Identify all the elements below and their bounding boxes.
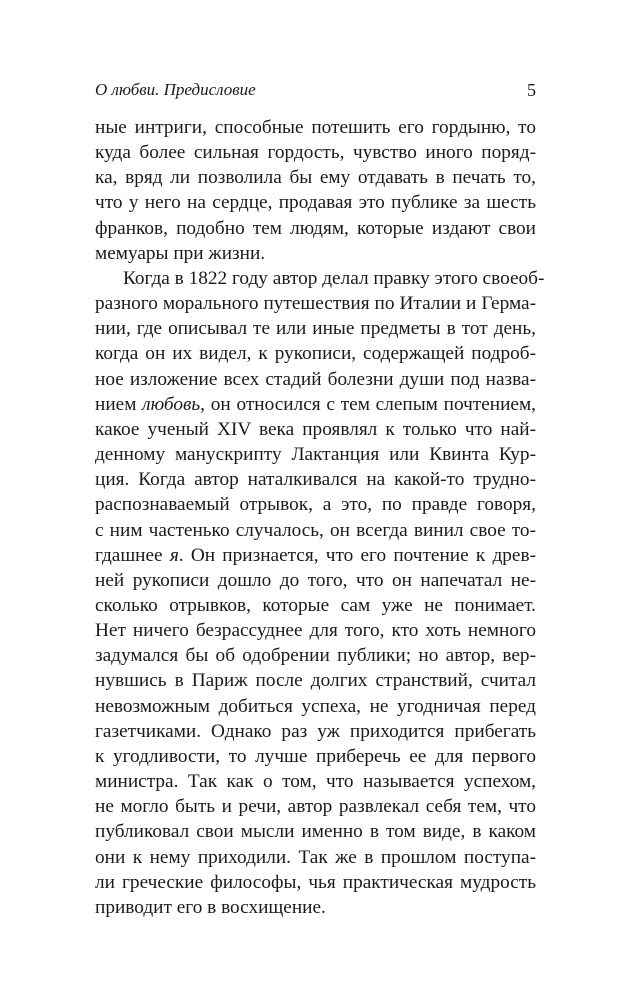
text-line — [95, 518, 536, 543]
running-header — [95, 80, 536, 104]
text-segment: распознаваемый отрывок, а это, по правде говоря, — [95, 494, 536, 516]
text-line — [95, 115, 536, 140]
text-line — [95, 216, 536, 241]
text-line — [95, 291, 536, 316]
text-segment: с ним частенько случалось, он всегда винил свое то- — [95, 519, 536, 541]
text-line — [95, 895, 536, 920]
text-segment: Когда в 1822 году автор делал правку этого своеоб- — [123, 267, 545, 289]
text-segment: мемуары при жизни. — [95, 242, 266, 264]
text-line — [95, 266, 545, 291]
text-line — [95, 870, 536, 895]
text-line — [95, 442, 536, 467]
text-line — [95, 140, 536, 165]
text-segment: гдашнее — [95, 544, 170, 566]
text-segment: что у него на сердце, продавая это публике за шесть — [95, 192, 536, 214]
text-line — [95, 190, 536, 215]
text-segment: денному манускрипту Лактанция или Квинта Кур- — [95, 444, 536, 466]
text-line — [95, 643, 536, 668]
text-segment: , он относился с тем слепым почтением, — [200, 393, 536, 415]
text-segment: ка, вряд ли позволила бы ему отдавать в печать то, — [95, 167, 536, 189]
text-segment: франков, подобно тем людям, которые издают свои — [95, 217, 536, 239]
text-line — [95, 392, 536, 417]
text-segment: куда более сильная гордость, чувство иного поряд- — [95, 142, 536, 164]
text-line — [95, 744, 536, 769]
text-segment: невозможным добиться успеха, не угодничая перед — [95, 695, 536, 717]
text-segment: ней рукописи дошло до того, что он напечатал не- — [95, 569, 536, 591]
text-segment: . Он признается, что его почтение к древ- — [178, 544, 537, 566]
text-line — [95, 467, 536, 492]
text-segment: Нет ничего безрассуднее для того, кто хоть немного — [95, 620, 536, 642]
text-line — [95, 694, 536, 719]
text-segment: нувшись в Париж после долгих странствий, считал — [95, 670, 536, 692]
text-line — [95, 593, 536, 618]
text-line — [95, 819, 536, 844]
text-line — [95, 543, 536, 568]
text-line — [95, 341, 536, 366]
text-segment: публиковал свои мысли именно в том виде, в каком — [95, 821, 536, 843]
text-segment: нием — [95, 393, 143, 415]
text-line — [95, 316, 536, 341]
text-line — [95, 492, 536, 517]
page-number: 5 — [527, 80, 536, 100]
text-segment: ция. Когда автор наталкивался на какой-то трудно- — [95, 469, 536, 491]
text-line — [95, 165, 536, 190]
body-text — [95, 115, 545, 920]
text-segment: какое ученый XIV века проявлял к только что най- — [95, 418, 536, 440]
text-line — [95, 668, 536, 693]
text-segment: к угодливости, то лучше приберечь ее для первого — [95, 745, 536, 767]
text-segment: ли греческие философы, чья практическая мудрость — [95, 871, 536, 893]
text-segment: нии, где описывал те или иные предметы в тот день, — [95, 318, 536, 340]
text-line — [95, 568, 536, 593]
text-segment: газетчиками. Однако раз уж приходится прибегать — [95, 720, 536, 742]
text-line — [95, 241, 536, 266]
text-line — [95, 845, 536, 870]
text-segment: разного морального путешествия по Италии и Герма- — [95, 293, 536, 315]
text-segment: сколько отрывков, которые сам уже не понимает. — [95, 594, 536, 616]
text-segment: министра. Так как о том, что называется успехом, — [95, 771, 536, 793]
text-segment: приводит его в восхищение. — [95, 896, 326, 918]
text-segment: они к нему приходили. Так же в прошлом поступа- — [95, 846, 536, 868]
text-line — [95, 618, 536, 643]
text-segment: не могло быть и речи, автор развлекал себя тем, что — [95, 796, 536, 818]
text-segment: когда он их видел, к рукописи, содержащей подроб- — [95, 343, 536, 365]
text-segment: задумался бы об одобрении публики; но автор, вер- — [95, 645, 536, 667]
text-line — [95, 794, 536, 819]
running-title: О любви. Предисловие — [95, 80, 256, 99]
text-line — [95, 719, 536, 744]
text-segment: ное изложение всех стадий болезни души под назва- — [95, 368, 536, 390]
text-line — [95, 417, 536, 442]
emphasized-text: я — [169, 544, 179, 566]
text-line — [95, 367, 536, 392]
emphasized-text: любовь — [142, 393, 201, 415]
text-segment: ные интриги, способные потешить его гордыню, то — [95, 117, 536, 138]
text-line — [95, 769, 536, 794]
